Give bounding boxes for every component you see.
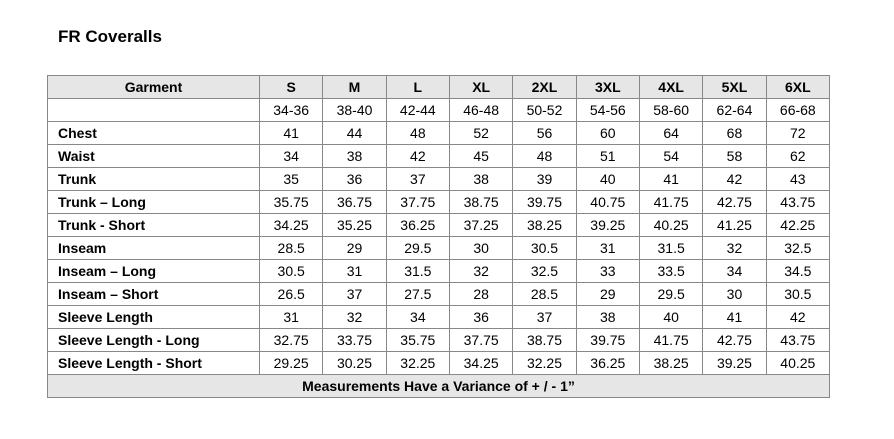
- table-cell: 35: [260, 168, 323, 191]
- row-label: Chest: [48, 122, 260, 145]
- table-cell: 37.75: [386, 191, 449, 214]
- table-cell: 37: [513, 306, 576, 329]
- row-label: [48, 99, 260, 122]
- table-cell: 32.25: [513, 352, 576, 375]
- page-title: FR Coveralls: [58, 27, 162, 46]
- row-label: Sleeve Length: [48, 306, 260, 329]
- table-cell: 33: [576, 260, 639, 283]
- table-cell: 40: [576, 168, 639, 191]
- table-cell: 43: [766, 168, 829, 191]
- table-row: [48, 237, 830, 260]
- table-cell: 26.5: [260, 283, 323, 306]
- header-size: L: [386, 76, 449, 99]
- header-size: 4XL: [639, 76, 702, 99]
- table-cell: 30.5: [766, 283, 829, 306]
- table-row: [48, 283, 830, 306]
- table-cell: 35.25: [323, 214, 386, 237]
- table-cell: 40.25: [766, 352, 829, 375]
- table-cell: 50-52: [513, 99, 576, 122]
- table-row: [48, 191, 830, 214]
- header-size: 2XL: [513, 76, 576, 99]
- header-size: S: [260, 76, 323, 99]
- table-cell: 41: [639, 168, 702, 191]
- header-size: XL: [449, 76, 512, 99]
- table-cell: 52: [449, 122, 512, 145]
- table-cell: 31.5: [639, 237, 702, 260]
- table-cell: 38: [449, 168, 512, 191]
- table-cell: 62-64: [703, 99, 766, 122]
- table-cell: 38.25: [513, 214, 576, 237]
- table-cell: 64: [639, 122, 702, 145]
- table-cell: 31: [260, 306, 323, 329]
- table-cell: 42.75: [703, 191, 766, 214]
- table-cell: 39: [513, 168, 576, 191]
- table-cell: 32.5: [513, 260, 576, 283]
- table-cell: 42.75: [703, 329, 766, 352]
- table-cell: 39.75: [576, 329, 639, 352]
- table-cell: 37: [323, 283, 386, 306]
- table-cell: 31.5: [386, 260, 449, 283]
- table-cell: 48: [386, 122, 449, 145]
- header-row: [48, 76, 830, 99]
- table-cell: 38: [323, 145, 386, 168]
- table-cell: 58-60: [639, 99, 702, 122]
- table-cell: 32.25: [386, 352, 449, 375]
- table-cell: 41.75: [639, 191, 702, 214]
- table-row: [48, 214, 830, 237]
- table-cell: 35.75: [260, 191, 323, 214]
- variance-note: Measurements Have a Variance of + / - 1”: [48, 375, 830, 398]
- table-cell: 27.5: [386, 283, 449, 306]
- header-size: 6XL: [766, 76, 829, 99]
- row-label: Trunk: [48, 168, 260, 191]
- table-cell: 30.25: [323, 352, 386, 375]
- table-cell: 29.25: [260, 352, 323, 375]
- table-cell: 41: [260, 122, 323, 145]
- table-cell: 28: [449, 283, 512, 306]
- header-garment: Garment: [48, 76, 260, 99]
- table-cell: 37.75: [449, 329, 512, 352]
- table-cell: 34.25: [260, 214, 323, 237]
- table-cell: 30.5: [513, 237, 576, 260]
- table-row: [48, 122, 830, 145]
- table-cell: 66-68: [766, 99, 829, 122]
- table-cell: 34: [703, 260, 766, 283]
- table-cell: 41: [703, 306, 766, 329]
- table-body: [48, 99, 830, 375]
- table-cell: 28.5: [260, 237, 323, 260]
- table-cell: 30: [449, 237, 512, 260]
- row-label: Trunk – Long: [48, 191, 260, 214]
- table-cell: 40.75: [576, 191, 639, 214]
- table-cell: 46-48: [449, 99, 512, 122]
- table-cell: 42-44: [386, 99, 449, 122]
- table-row: [48, 329, 830, 352]
- row-label: Waist: [48, 145, 260, 168]
- table-cell: 42: [703, 168, 766, 191]
- table-cell: 51: [576, 145, 639, 168]
- table-row: [48, 145, 830, 168]
- table-cell: 36.25: [386, 214, 449, 237]
- row-label: Trunk - Short: [48, 214, 260, 237]
- table-cell: 32: [323, 306, 386, 329]
- table-cell: 38.75: [513, 329, 576, 352]
- table-cell: 41.75: [639, 329, 702, 352]
- table-row: [48, 168, 830, 191]
- table-cell: 39.75: [513, 191, 576, 214]
- table-cell: 37: [386, 168, 449, 191]
- row-label: Inseam: [48, 237, 260, 260]
- table-cell: 40.25: [639, 214, 702, 237]
- table-cell: 42: [766, 306, 829, 329]
- table-cell: 32: [703, 237, 766, 260]
- table-cell: 28.5: [513, 283, 576, 306]
- header-size: 3XL: [576, 76, 639, 99]
- table-cell: 60: [576, 122, 639, 145]
- header-size: M: [323, 76, 386, 99]
- table-cell: 36.75: [323, 191, 386, 214]
- table-cell: 38-40: [323, 99, 386, 122]
- row-label: Inseam – Long: [48, 260, 260, 283]
- table-row: [48, 99, 830, 122]
- table-cell: 36: [449, 306, 512, 329]
- table-cell: 45: [449, 145, 512, 168]
- table-row: [48, 306, 830, 329]
- table-cell: 36.25: [576, 352, 639, 375]
- table-cell: 39.25: [703, 352, 766, 375]
- table-cell: 31: [323, 260, 386, 283]
- table-cell: 48: [513, 145, 576, 168]
- table-cell: 62: [766, 145, 829, 168]
- table-cell: 33.5: [639, 260, 702, 283]
- table-cell: 29: [323, 237, 386, 260]
- table-cell: 34.5: [766, 260, 829, 283]
- table-header: [48, 76, 830, 99]
- footer-row: [48, 375, 830, 398]
- table-cell: 56: [513, 122, 576, 145]
- table-cell: 54: [639, 145, 702, 168]
- table-cell: 32: [449, 260, 512, 283]
- table-row: [48, 260, 830, 283]
- table-cell: 72: [766, 122, 829, 145]
- table-cell: 29.5: [386, 237, 449, 260]
- table-cell: 43.75: [766, 329, 829, 352]
- table-cell: 42.25: [766, 214, 829, 237]
- table-cell: 34.25: [449, 352, 512, 375]
- table-cell: 40: [639, 306, 702, 329]
- table-cell: 54-56: [576, 99, 639, 122]
- table-cell: 35.75: [386, 329, 449, 352]
- table-cell: 32.75: [260, 329, 323, 352]
- table-cell: 30.5: [260, 260, 323, 283]
- table-cell: 38.25: [639, 352, 702, 375]
- table-cell: 30: [703, 283, 766, 306]
- table-cell: 38.75: [449, 191, 512, 214]
- table-cell: 29.5: [639, 283, 702, 306]
- table-cell: 36: [323, 168, 386, 191]
- row-label: Sleeve Length - Long: [48, 329, 260, 352]
- row-label: Sleeve Length - Short: [48, 352, 260, 375]
- table-cell: 31: [576, 237, 639, 260]
- table-cell: 58: [703, 145, 766, 168]
- table-row: [48, 352, 830, 375]
- table-cell: 33.75: [323, 329, 386, 352]
- table-cell: 41.25: [703, 214, 766, 237]
- table-cell: 44: [323, 122, 386, 145]
- table-cell: 42: [386, 145, 449, 168]
- table-cell: 37.25: [449, 214, 512, 237]
- table-cell: 32.5: [766, 237, 829, 260]
- table-cell: 38: [576, 306, 639, 329]
- table-cell: 43.75: [766, 191, 829, 214]
- table-cell: 34: [386, 306, 449, 329]
- table-cell: 34: [260, 145, 323, 168]
- table-cell: 34-36: [260, 99, 323, 122]
- row-label: Inseam – Short: [48, 283, 260, 306]
- table-cell: 29: [576, 283, 639, 306]
- table-cell: 39.25: [576, 214, 639, 237]
- table-cell: 68: [703, 122, 766, 145]
- size-chart-table: [47, 75, 830, 398]
- header-size: 5XL: [703, 76, 766, 99]
